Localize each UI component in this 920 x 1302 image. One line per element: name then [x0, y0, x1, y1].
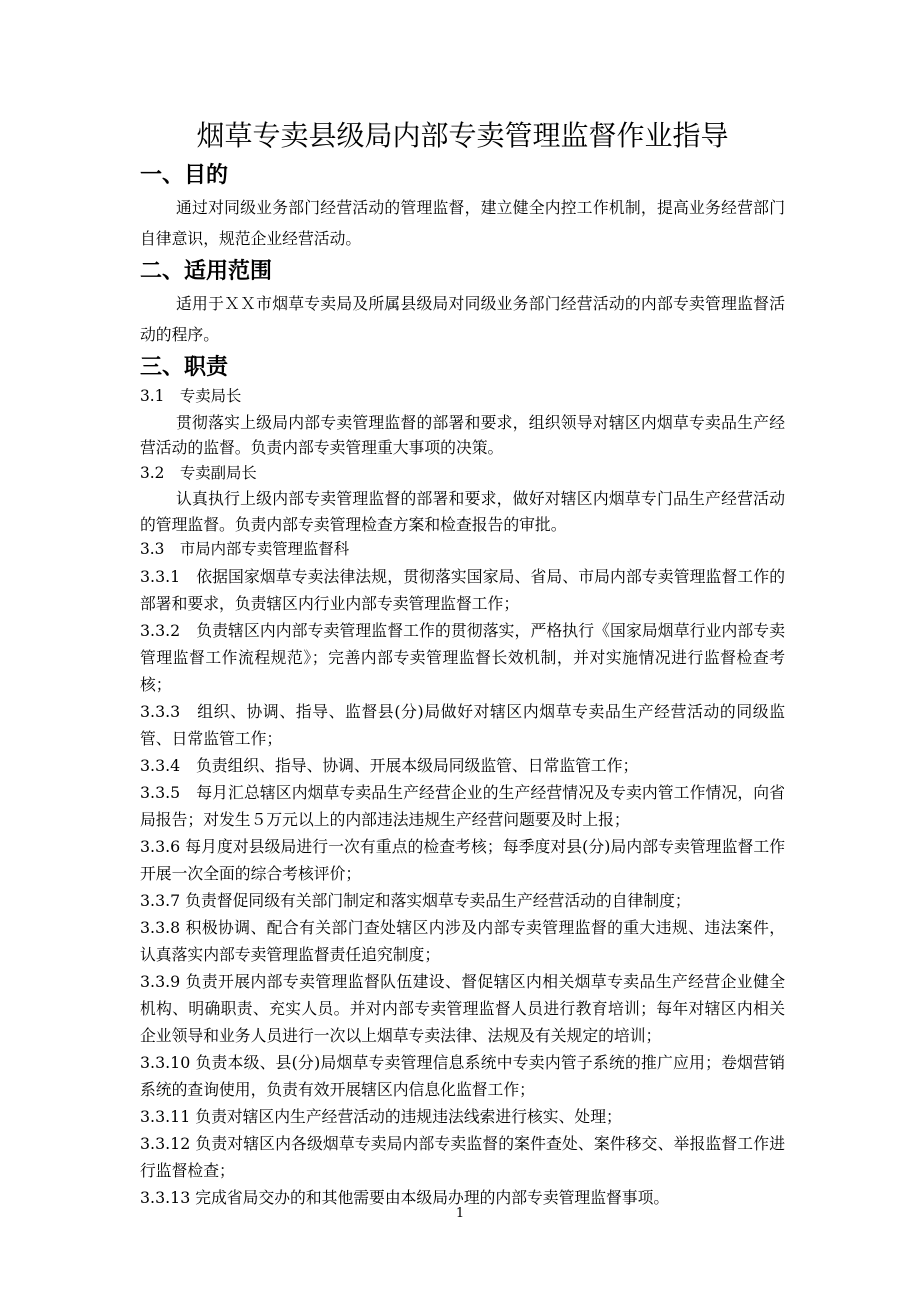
list-item: 3.3.1 依据国家烟草专卖法律法规，贯彻落实国家局、省局、市局内部专卖管理监督工作的部署和要求，负责辖区内行业内部专卖管理监督工作；	[140, 566, 785, 613]
list-item: 3.3.5 每月汇总辖区内烟草专卖品生产经营企业的生产经营情况及专卖内管工作情况，向省局报告；对发生５万元以上的内部违法违规生产经营问题要及时上报；	[140, 782, 785, 829]
purpose-paragraph: 通过对同级业务部门经营活动的管理监督，建立健全内控工作机制，提高业务经营部门自律意识，规范企业经营活动。	[140, 198, 785, 248]
subsection-title-3-1: 3.1 专卖局长	[140, 387, 242, 405]
subsection-body-3-1: 贯彻落实上级局内部专卖管理监督的部署和要求，组织领导对辖区内烟草专卖品生产经营活动的监督。负责内部专卖管理重大事项的决策。	[140, 412, 785, 457]
list-item: 3.3.11 负责对辖区内生产经营活动的违规违法线索进行核实、处理；	[140, 1106, 622, 1126]
list-item: 3.3.12 负责对辖区内各级烟草专卖局内部专卖监督的案件查处、案件移交、举报监督工作进行监督检查；	[140, 1133, 785, 1180]
list-item: 3.3.10 负责本级、县(分)局烟草专卖管理信息系统中专卖内管子系统的推广应用；卷烟营销系统的查询使用，负责有效开展辖区内信息化监督工作；	[140, 1052, 785, 1099]
document-title: 烟草专卖县级局内部专卖管理监督作业指导	[196, 119, 729, 152]
list-item: 3.3.9 负责开展内部专卖管理监督队伍建设、督促辖区内相关烟草专卖品生产经营企业健全机构、明确职责、充实人员。并对内部专卖管理监督人员进行教育培训；每年对辖区内相关企业领导和业务人员进行一次以上烟草专卖法律、法规及有关规定的培训；	[140, 971, 785, 1045]
scope-paragraph: 适用于ＸＸ市烟草专卖局及所属县级局对同级业务部门经营活动的内部专卖管理监督活动的程序。	[140, 294, 785, 344]
section-heading-duties: 三、职责	[140, 355, 229, 380]
list-item: 3.3.7 负责督促同级有关部门制定和落实烟草专卖品生产经营活动的自律制度；	[140, 890, 691, 910]
subsection-title-3-2: 3.2 专卖副局长	[140, 463, 257, 482]
list-item: 3.3.2 负责辖区内内部专卖管理监督工作的贯彻落实，严格执行《国家局烟草行业内部专卖管理监督工作流程规范》；完善内部专卖管理监督长效机制，并对实施情况进行监督检查考核；	[140, 620, 785, 694]
page-number: 1	[455, 1206, 465, 1221]
subsection-body-3-2: 认真执行上级内部专卖管理监督的部署和要求，做好对辖区内烟草专门品生产经营活动的管理监督。负责内部专卖管理检查方案和检查报告的审批。	[140, 489, 785, 534]
document-body	[140, 112, 785, 1211]
list-item: 3.3.13 完成省局交办的和其他需要由本级局办理的内部专卖管理监督事项。	[140, 1187, 670, 1207]
list-item: 3.3.8 积极协调、配合有关部门查处辖区内涉及内部专卖管理监督的重大违规、违法案件，认真落实内部专卖管理监督责任追究制度；	[140, 917, 785, 964]
section-heading-scope: 二、适用范围	[140, 259, 273, 284]
list-item: 3.3.6 每月度对县级局进行一次有重点的检查考核；每季度对县(分)局内部专卖管理监督工作开展一次全面的综合考核评价；	[140, 836, 785, 883]
list-item: 3.3.4 负责组织、指导、协调、开展本级局同级监管、日常监管工作；	[140, 755, 639, 775]
subsection-title-3-3: 3.3 市局内部专卖管理监督科	[140, 540, 350, 558]
list-item: 3.3.3 组织、协调、指导、监督县(分)局做好对辖区内烟草专卖品生产经营活动的同级监管、日常监管工作；	[140, 701, 785, 748]
section-heading-purpose: 一、目的	[140, 163, 229, 188]
